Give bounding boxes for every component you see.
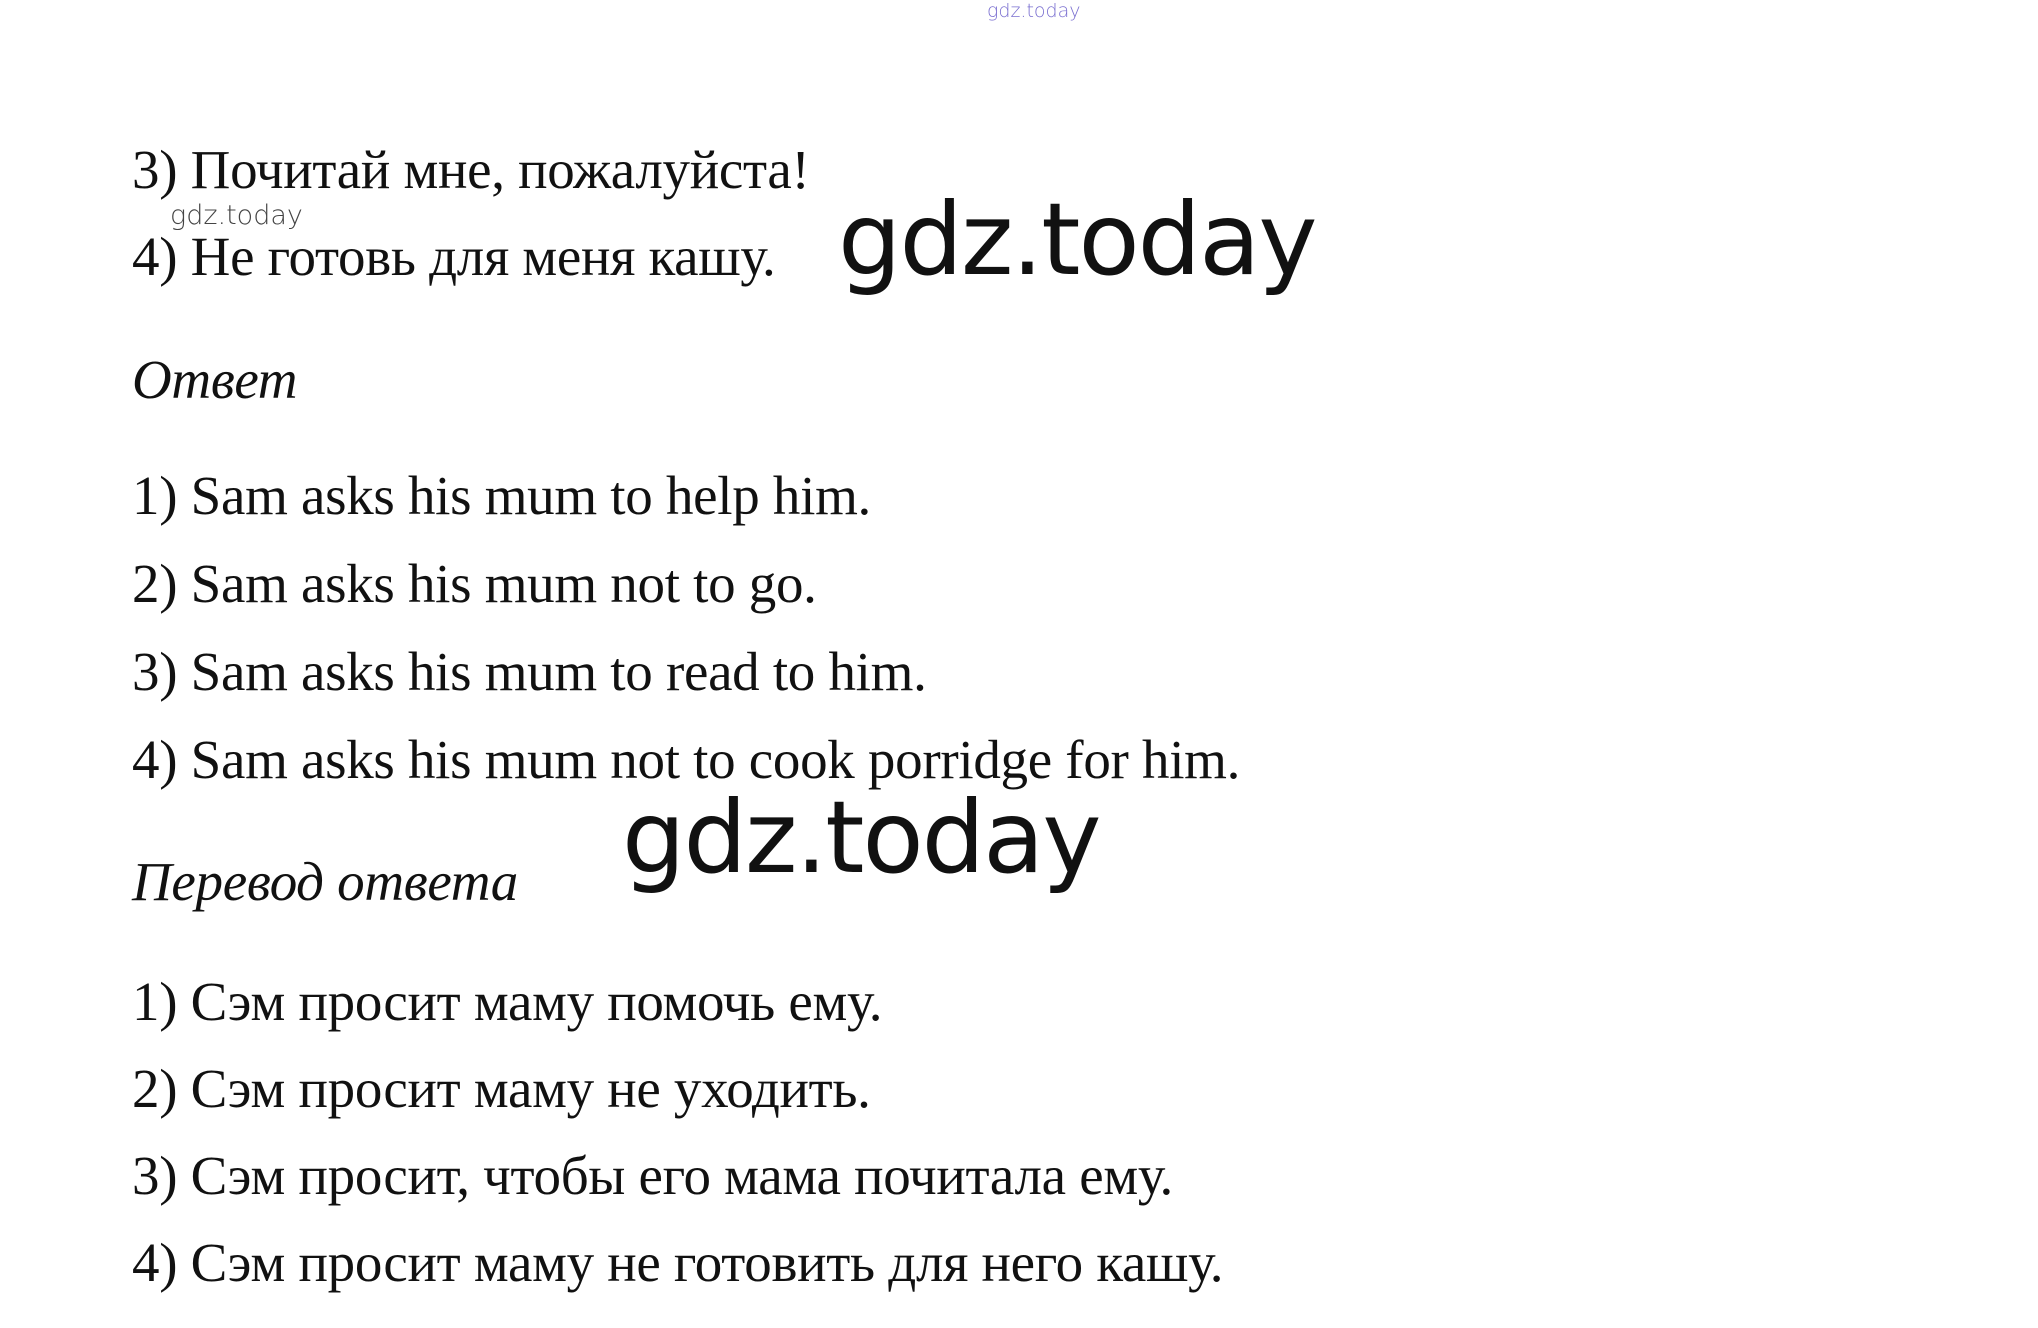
- task-line-4: 4) Не готовь для меня кашу.: [132, 226, 776, 287]
- answer-item-2: 2) Sam asks his mum not to go.: [132, 553, 817, 614]
- answer-item-1: 1) Sam asks his mum to help him.: [132, 465, 871, 526]
- translation-item-1: 1) Сэм просит маму помочь ему.: [132, 971, 883, 1032]
- task-line-3: 3) Почитай мне, пожалуйста!: [132, 139, 810, 200]
- watermark-big-2: gdz.today: [622, 779, 1100, 896]
- answer-item-4: 4) Sam asks his mum not to cook porridge for him.: [132, 729, 1241, 790]
- translation-heading: Перевод ответа: [132, 851, 519, 912]
- translation-item-4: 4) Сэм просит маму не готовить для него кашу.: [132, 1232, 1224, 1293]
- answer-item-3: 3) Sam asks his mum to read to him.: [132, 641, 927, 702]
- translation-item-2: 2) Сэм просит маму не уходить.: [132, 1058, 871, 1119]
- watermark-top: gdz.today: [987, 0, 1081, 22]
- watermark-small: gdz.today: [170, 200, 303, 231]
- watermark-big-1: gdz.today: [838, 181, 1316, 298]
- answer-heading: Ответ: [132, 349, 298, 410]
- translation-item-3: 3) Сэм просит, чтобы его мама почитала ему.: [132, 1145, 1173, 1206]
